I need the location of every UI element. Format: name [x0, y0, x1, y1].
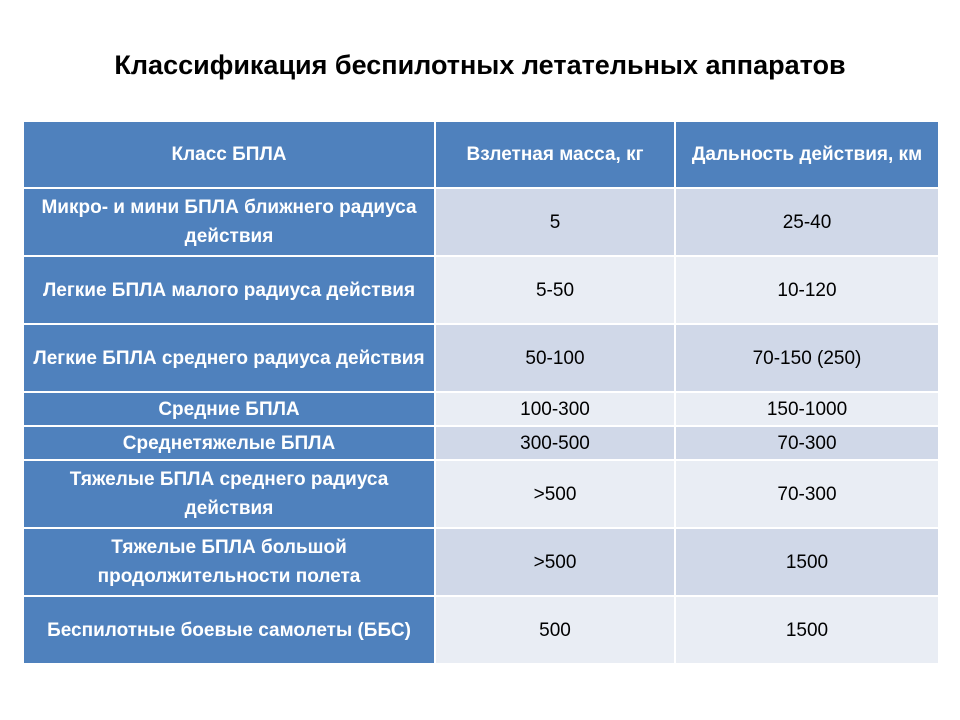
row-class: Легкие БПЛА среднего радиуса действия: [23, 324, 435, 392]
row-mass: >500: [435, 528, 675, 596]
row-range: 25-40: [675, 188, 939, 256]
header-class: Класс БПЛА: [23, 121, 435, 188]
uav-classification-table: [22, 120, 940, 665]
row-mass: 50-100: [435, 324, 675, 392]
row-mass: 100-300: [435, 392, 675, 426]
row-mass: 500: [435, 596, 675, 664]
row-mass: >500: [435, 460, 675, 528]
row-class: Беспилотные боевые самолеты (ББС): [23, 596, 435, 664]
row-mass: 5: [435, 188, 675, 256]
row-range: 70-150 (250): [675, 324, 939, 392]
row-class: Тяжелые БПЛА среднего радиуса действия: [23, 460, 435, 528]
row-range: 150-1000: [675, 392, 939, 426]
table-row: [23, 596, 939, 664]
row-range: 70-300: [675, 460, 939, 528]
row-class: Микро- и мини БПЛА ближнего радиуса действия: [23, 188, 435, 256]
row-mass: 5-50: [435, 256, 675, 324]
header-takeoff-mass: Взлетная масса, кг: [435, 121, 675, 188]
row-range: 1500: [675, 596, 939, 664]
table-row: [23, 188, 939, 256]
header-range: Дальность действия, км: [675, 121, 939, 188]
table-row: [23, 324, 939, 392]
table-row: [23, 426, 939, 460]
row-class: Тяжелые БПЛА большой продолжительности полета: [23, 528, 435, 596]
row-mass: 300-500: [435, 426, 675, 460]
row-class: Легкие БПЛА малого радиуса действия: [23, 256, 435, 324]
row-class: Среднетяжелые БПЛА: [23, 426, 435, 460]
row-range: 1500: [675, 528, 939, 596]
row-range: 70-300: [675, 426, 939, 460]
table-row: [23, 256, 939, 324]
table-row: [23, 392, 939, 426]
row-class: Средние БПЛА: [23, 392, 435, 426]
table-row: [23, 528, 939, 596]
table-row: [23, 460, 939, 528]
row-range: 10-120: [675, 256, 939, 324]
table-header-row: [23, 121, 939, 188]
page-title: Классификация беспилотных летательных аппаратов: [114, 50, 846, 80]
